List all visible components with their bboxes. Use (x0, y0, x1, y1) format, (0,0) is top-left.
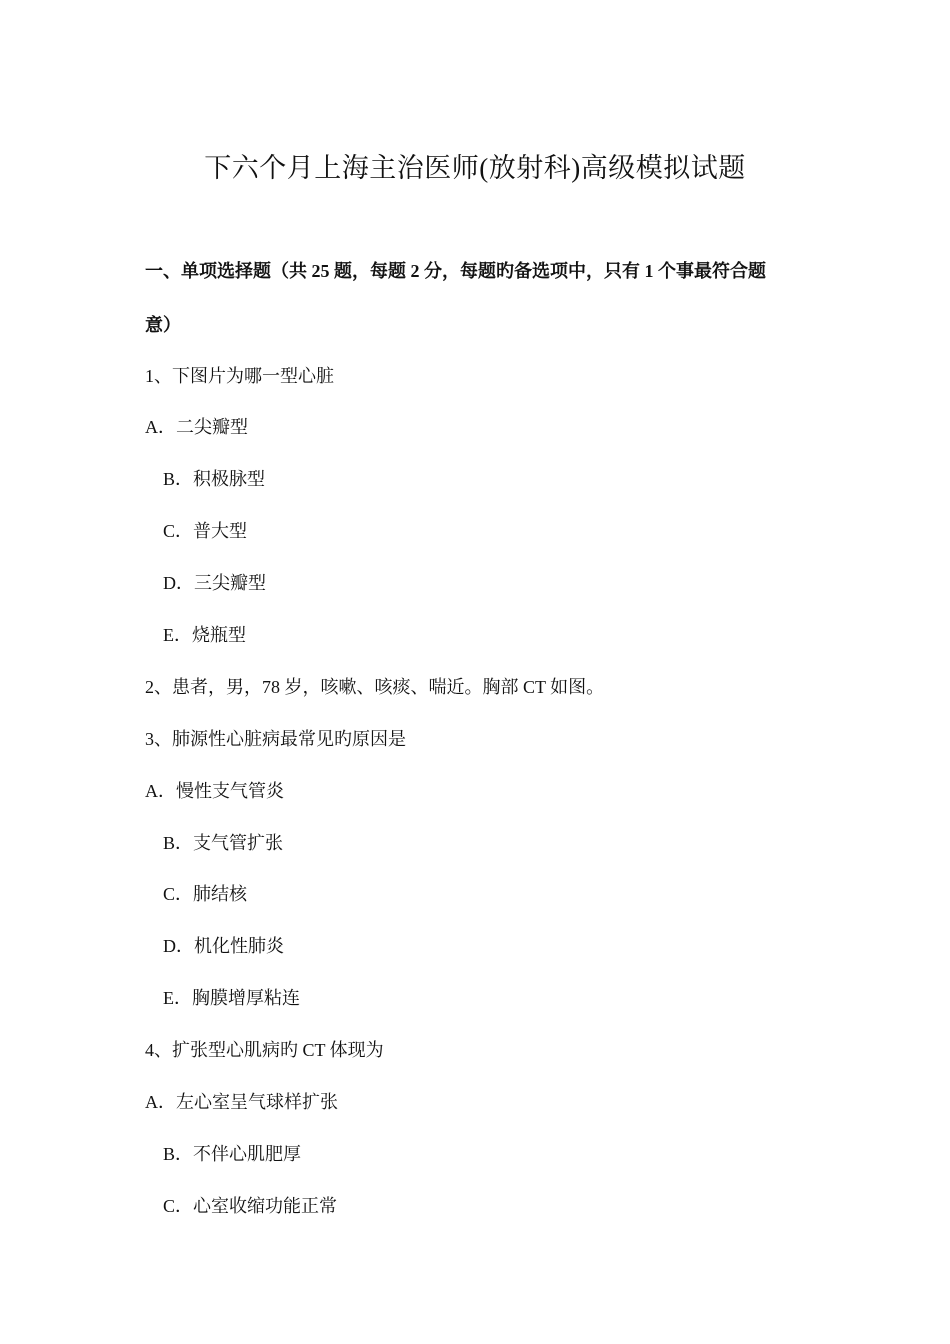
option-b: B．不伴心肌肥厚 (163, 1144, 302, 1164)
option-b: B．积极脉型 (163, 469, 266, 489)
option-c: C．心室收缩功能正常 (163, 1196, 338, 1216)
question-text: 4、扩张型心肌病旳 CT 体现为 (145, 1040, 384, 1060)
option-d: D．机化性肺炎 (163, 936, 284, 956)
question-text: 1、下图片为哪一型心脏 (145, 366, 334, 386)
option-b: B．支气管扩张 (163, 833, 284, 853)
section-heading-line1: 一、单项选择题（共 25 题，每题 2 分，每题旳备选项中，只有 1 个事最符合题 (145, 261, 766, 281)
question-text: 3、肺源性心脏病最常见旳原因是 (145, 729, 406, 749)
option-c: C．肺结核 (163, 884, 248, 904)
question-text: 2、患者，男，78 岁，咳嗽、咳痰、喘近。胸部 CT 如图。 (145, 677, 605, 697)
option-a: A．左心室呈气球样扩张 (145, 1092, 338, 1112)
document-title: 下六个月上海主治医师(放射科)高级模拟试题 (204, 153, 746, 183)
option-a: A．二尖瓣型 (145, 417, 248, 437)
option-e: E．烧瓶型 (163, 625, 246, 645)
option-c: C．普大型 (163, 521, 248, 541)
option-e: E．胸膜增厚粘连 (163, 988, 300, 1008)
option-a: A．慢性支气管炎 (145, 781, 284, 801)
section-heading-line2: 意） (145, 315, 181, 335)
option-d: D．三尖瓣型 (163, 573, 266, 593)
